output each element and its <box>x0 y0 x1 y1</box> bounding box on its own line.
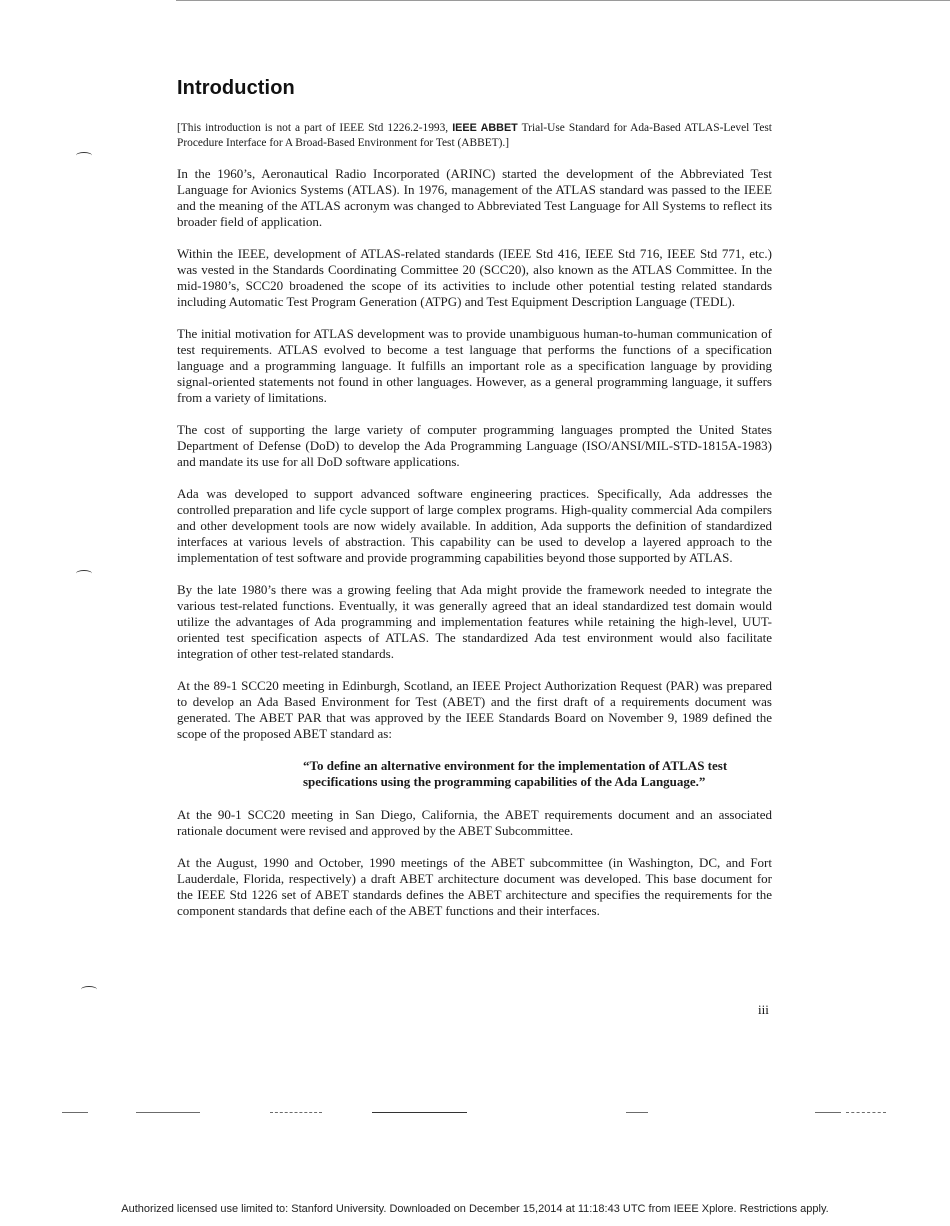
note-bold-title: IEEE ABBET <box>452 122 518 134</box>
paragraph-san-diego-meeting: At the 90-1 SCC20 meeting in San Diego, California, the ABET requirements document and an associated rationale document were revised and approved by the ABET Subcommittee. <box>177 807 772 838</box>
margin-tick-mark <box>81 986 97 993</box>
paragraph-dod-ada: The cost of supporting the large variety of computer programming languages prompted the United States Department of Defense (DoD) to develop the Ada Programming Language (ISO/ANSI/MIL-STD-1815A-1983) and mandate its use for all DoD software applications. <box>177 422 772 469</box>
scan-line-mark <box>626 1112 648 1113</box>
paragraph-ieee-standards: Within the IEEE, development of ATLAS-related standards (IEEE Std 416, IEEE Std 716, IEEE Std 771, etc.) was vested in the Standards Coordinating Committee 20 (SCC20), also known as the ATLAS Committee. In the mid-1980’s, SCC20 broadened the scope of its activities to include other potential testing related standards including Automatic Test Program Generation (ATPG) and Test Equipment Description Language (TEDL). <box>177 246 772 309</box>
margin-tick-mark <box>76 152 92 159</box>
scan-line-mark <box>270 1112 322 1113</box>
license-footer: Authorized licensed use limited to: Stanford University. Downloaded on December 15,2014 at 11:18:43 UTC from IEEE Xplore. Restrictions apply. <box>121 1203 829 1215</box>
note-text-end: Trial-Use Standard for Ada-Based ATLAS-Level Test Procedure Interface for A Broad-Based Environment for Test (ABBET).] <box>177 122 772 149</box>
scan-line-mark <box>846 1112 886 1113</box>
scan-line-mark <box>62 1112 88 1113</box>
paragraph-edinburgh-meeting: At the 89-1 SCC20 meeting in Edinburgh, Scotland, an IEEE Project Authorization Request (PAR) was prepared to develop an Ada Based Environment for Test (ABET) and the first draft of a requirements document was generated. The ABET PAR that was approved by the IEEE Standards Board on November 9, 1989 defined the scope of the proposed ABET standard as: <box>177 678 772 741</box>
margin-tick-mark <box>76 570 92 577</box>
paragraph-late-1980s: By the late 1980’s there was a growing feeling that Ada might provide the framework needed to integrate the various test-related functions. Eventually, it was generally agreed that an ideal standardized test domain would utilize the advantages of Ada programming and implementation features while retaining the high-level, UUT-oriented test specification aspects of ATLAS. The standardized Ada test environment would also facilitate integration of other test-related standards. <box>177 582 772 661</box>
scan-line-mark <box>136 1112 200 1113</box>
paragraph-initial-motivation: The initial motivation for ATLAS development was to provide unambiguous human-to-human communication of test requirements. ATLAS evolved to become a test language that performs the functions of a specification language and a programming language. It fulfills an important role as a specification language by providing signal-oriented statements not found in other languages. However, as a general programming language, it suffers from a variety of limitations. <box>177 326 772 405</box>
paragraph-atlas-origin: In the 1960’s, Aeronautical Radio Incorporated (ARINC) started the development of the Abbreviated Test Language for Avionics Systems (ATLAS). In 1976, management of the ATLAS standard was passed to the IEEE and the meaning of the ATLAS acronym was changed to Abbreviated Test Language for All Systems to reflect its broader field of application. <box>177 166 772 229</box>
scope-quote: “To define an alternative environment for the implementation of ATLAS test specifications using the programming capabilities of the Ada Language.” <box>303 758 728 789</box>
scan-line-mark <box>815 1112 841 1113</box>
paragraph-architecture-document: At the August, 1990 and October, 1990 meetings of the ABET subcommittee (in Washington, DC, and Fort Lauderdale, Florida, respectively) a draft ABET architecture document was developed. This base document for the IEEE Std 1226 set of ABET standards defines the ABET architecture and specifies the requirements for the component standards that define each of the ABET functions and their interfaces. <box>177 855 772 918</box>
scan-line-mark <box>372 1112 467 1113</box>
note-text-start: [This introduction is not a part of IEEE Std 1226.2-1993, <box>177 122 449 134</box>
document-body <box>177 121 772 935</box>
top-rule <box>176 0 950 1</box>
page-number: iii <box>758 1002 769 1017</box>
page-title: Introduction <box>177 77 295 99</box>
paragraph-ada-practices: Ada was developed to support advanced software engineering practices. Specifically, Ada addresses the controlled preparation and life cycle support of large complex programs. High-quality commercial Ada compilers and other development tools are now widely available. In addition, Ada supports the definition of standardized interfaces at various levels of abstraction. This capability can be used to develop a layered approach to the implementation of test software and provide programming capabilities beyond those supported by ATLAS. <box>177 486 772 565</box>
introduction-note <box>177 121 772 150</box>
